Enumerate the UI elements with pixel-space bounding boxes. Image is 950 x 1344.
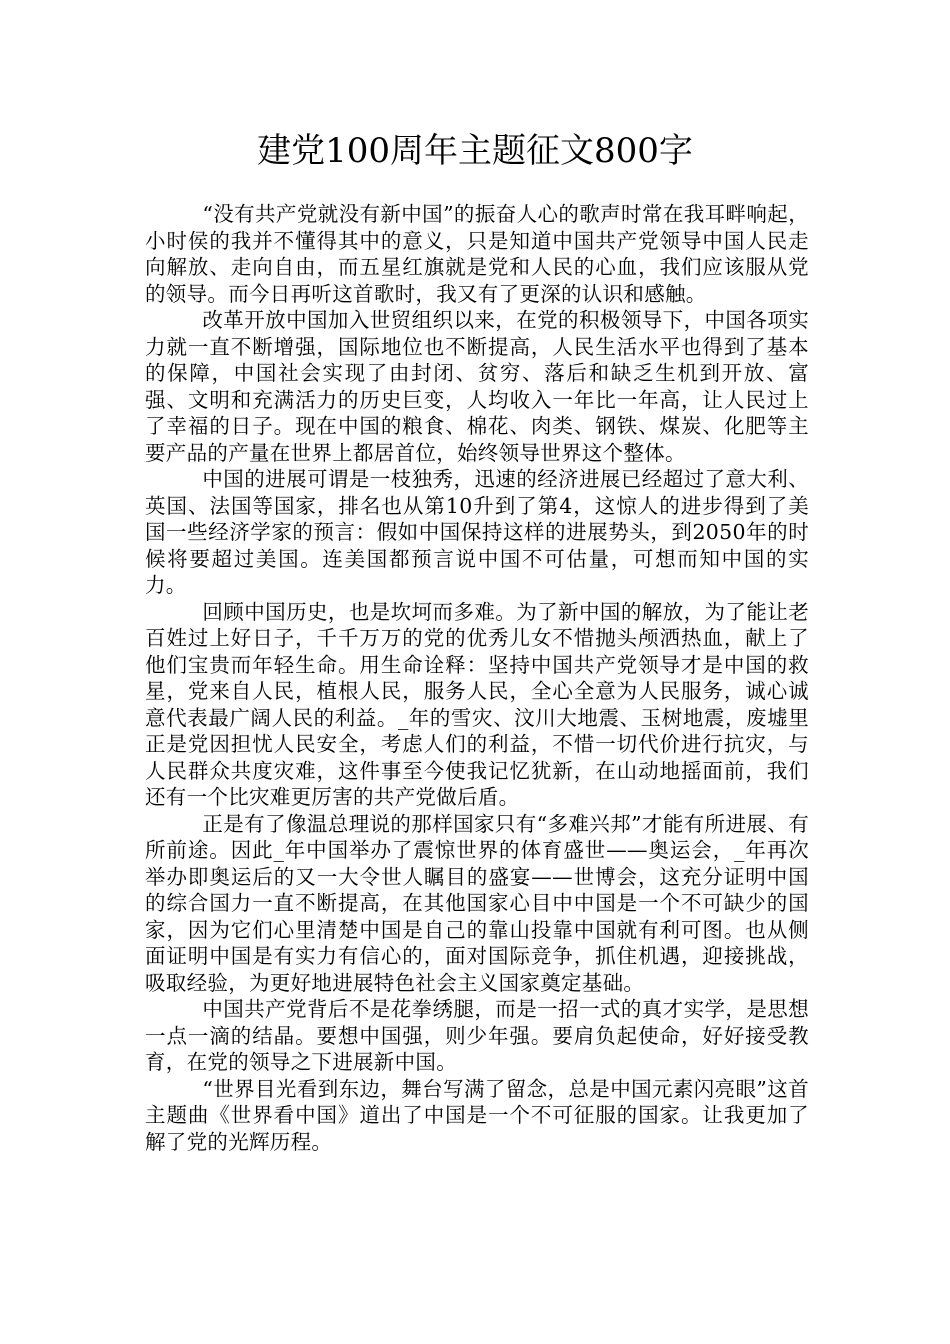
document-title: 建党100周年主题征文800字 <box>257 131 693 171</box>
paragraph: 回顾中国历史，也是坎坷而多难。为了新中国的解放，为了能让老百姓过上好日子，千千万万的党的优秀儿女不惜抛头颅洒热血，献上了他们宝贵而年轻生命。用生命诠释：坚持中国共产党领导才是中国的救星，党来自人民，植根人民，服务人民，全心全意为人民服务，诚心诚意代表最广阔人民的利益。_年的雪灾、汶川大地震、玉树地震，废墟里正是党因担忧人民安全，考虑人们的利益，不惜一切代价进行抗灾，与人民群众共度灾难，这件事至今使我记忆犹新，在山动地摇面前，我们还有一个比灾难更厉害的共产党做后盾。 <box>145 599 809 809</box>
paragraph: 正是有了像温总理说的那样国家只有“多难兴邦”才能有所进展、有所前途。因此_年中国举办了震惊世界的体育盛世——奥运会，_年再次举办即奥运后的又一大令世人瞩目的盛宴——世博会，这充分证明中国的综合国力一直不断提高，在其他国家心目中中国是一个不可缺少的国家，因为它们心里清楚中国是自己的靠山投靠中国就有利可图。也从侧面证明中国是有实力有信心的，面对国际竞争，抓住机遇，迎接挑战，吸取经验，为更好地进展特色社会主义国家奠定基础。 <box>145 811 809 995</box>
paragraph: 中国的进展可谓是一枝独秀，迅速的经济进展已经超过了意大利、英国、法国等国家，排名也从第10升到了第4，这惊人的进步得到了美国一些经济学家的预言：假如中国保持这样的进展势头，到2050年的时候将要超过美国。连美国都预言说中国不可估量，可想而知中国的实力。 <box>145 467 809 597</box>
paragraph: “没有共产党就没有新中国”的振奋人心的歌声时常在我耳畔响起，小时侯的我并不懂得其中的意义，只是知道中国共产党领导中国人民走向解放、走向自由，而五星红旗就是党和人民的心血，我们应该服从党的领导。而今日再听这首歌时，我又有了更深的认识和感触。 <box>145 202 809 306</box>
paragraph: 改革开放中国加入世贸组织以来，在党的积极领导下，中国各项实力就一直不断增强，国际地位也不断提高，人民生活水平也得到了基本的保障，中国社会实现了由封闭、贫穷、落后和缺乏生机到开放、富强、文明和充满活力的历史巨变，人均收入一年比一年高，让人民过上了幸福的日子。现在中国的粮食、棉花、肉类、钢铁、煤炭、化肥等主要产品的产量在世界上都居首位，始终领导世界这个整体。 <box>145 308 809 465</box>
paragraph: “世界目光看到东边，舞台写满了留念，总是中国元素闪亮眼”这首主题曲《世界看中国》道出了中国是一个不可征服的国家。让我更加了解了党的光辉历程。 <box>145 1076 809 1154</box>
document-body <box>145 201 809 1155</box>
paragraph: 中国共产党背后不是花拳绣腿，而是一招一式的真才实学，是思想一点一滴的结晶。要想中国强，则少年强。要肩负起使命，好好接受教育，在党的领导之下进展新中国。 <box>145 997 809 1074</box>
